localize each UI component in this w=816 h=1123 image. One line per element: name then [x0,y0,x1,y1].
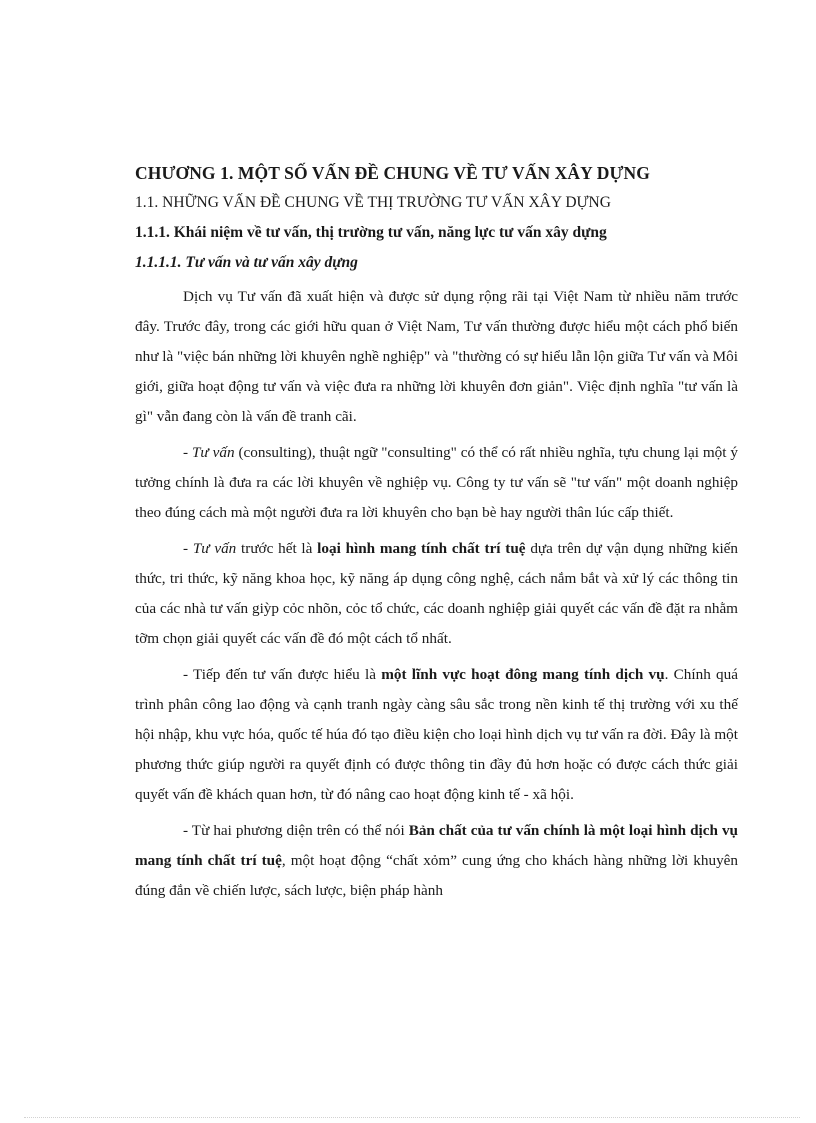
term-tu-van: Tư vấn [192,540,237,557]
paragraph-text: - Tiếp đến tư vấn được hiểu là [183,666,382,683]
bullet-dash: - [183,540,193,557]
paragraph-service-field [135,660,738,810]
paragraph-text: trước hết là [236,540,318,557]
paragraph-intro: Dịch vụ Tư vấn đã xuất hiện và được sử dụng rộng rãi tại Việt Nam từ nhiều năm trước đây. Trước đây, trong các giới hữu quan ở Việt Nam, Tư vấn thường được hiểu một cách phổ biến như là "việc bán những lời khuyên nghề nghiệp" và "thường có sự hiểu lẫn lộn giữa Tư vấn và Môi giới, giữa hoạt động tư vấn và việc đưa ra những lời khuyên đơn giản". Việc định nghĩa "tư vấn là gì" vẫn đang còn là vấn đề tranh cãi. [135,288,738,425]
paragraph-intellectual-service [135,534,738,654]
paragraph-essence [135,816,738,906]
emphasis-text: loại hình mang tính chất trí tuệ [317,540,526,557]
section-title: 1.1. NHỮNG VẤN ĐỀ CHUNG VỀ THỊ TRƯỜNG TƯ VẤN XÂY DỰNG [135,194,611,211]
emphasis-text: một lĩnh vực hoạt đông mang tính dịch vụ [381,666,665,683]
emphasis-text: Bản chất của tư vấn chính là một loại hình dịch vụ mang tính chất trí tuệ [135,822,738,869]
term-tu-van: Tư vấn [191,444,235,461]
paragraph-text: dựa trên dự vận dụng những kiến thức, tri thức, kỹ năng khoa học, kỹ năng áp dụng công nghệ, cách nắm bắt và xử lý các thông tin của các nhà tư vấn giỳp cỏc nhõn, cỏc tổ chức, các doanh nghiệp giải quyết các vấn đề đặt ra nhằm tỡm chọn giải quyết các vấn đề đó một cách tổ nhất. [135,540,739,647]
paragraph-text: (consulting), thuật ngữ "consulting" có thể có rất nhiều nghĩa, tựu chung lại một ý tưởng chính là đưa ra các lời khuyên về nghiệp vụ. Công ty tư vấn sẽ "tư vấn" một doanh nghiệp theo đúng cách mà một người đưa ra lời khuyên cho bạn bè hay người thân lúc cấp thiết. [135,444,738,521]
subsubsection-title: 1.1.1.1. Tư vấn và tư vấn xây dựng [135,254,358,271]
page-bottom-dotted-rule [24,1117,800,1118]
paragraph-text: - Từ hai phương diện trên có thể nói [183,822,409,839]
bullet-dash: - [183,444,192,461]
paragraph-text: . Chính quá trình phân công lao động và cạnh tranh ngày càng sâu sắc trong nền kinh tế thị trường với xu thế hội nhập, khu vực hóa, quốc tế húa đó tạo điều kiện cho loại hình dịch vụ tư vấn ra đời. Đây là một phương thức giúp người ra quyết định có được thông tin đầy đủ hơn hoặc có được cách thức giải quyết vấn đề khách quan hơn, từ đó nâng cao hoạt động kinh tế - xã hội. [135,666,738,803]
paragraph-consulting-definition [135,438,738,528]
subsection-title: 1.1.1. Khái niệm về tư vấn, thị trường tư vấn, năng lực tư vấn xây dựng [135,224,607,241]
chapter-title: CHƯƠNG 1. MỘT SỐ VẤN ĐỀ CHUNG VỀ TƯ VẤN XÂY DỰNG [135,163,650,183]
page-content [135,158,738,906]
paragraph-text: , một hoạt động “chất xỏm” cung ứng cho khách hàng những lời khuyên đúng đắn về chiến lược, sách lược, biện pháp hành [135,852,738,899]
